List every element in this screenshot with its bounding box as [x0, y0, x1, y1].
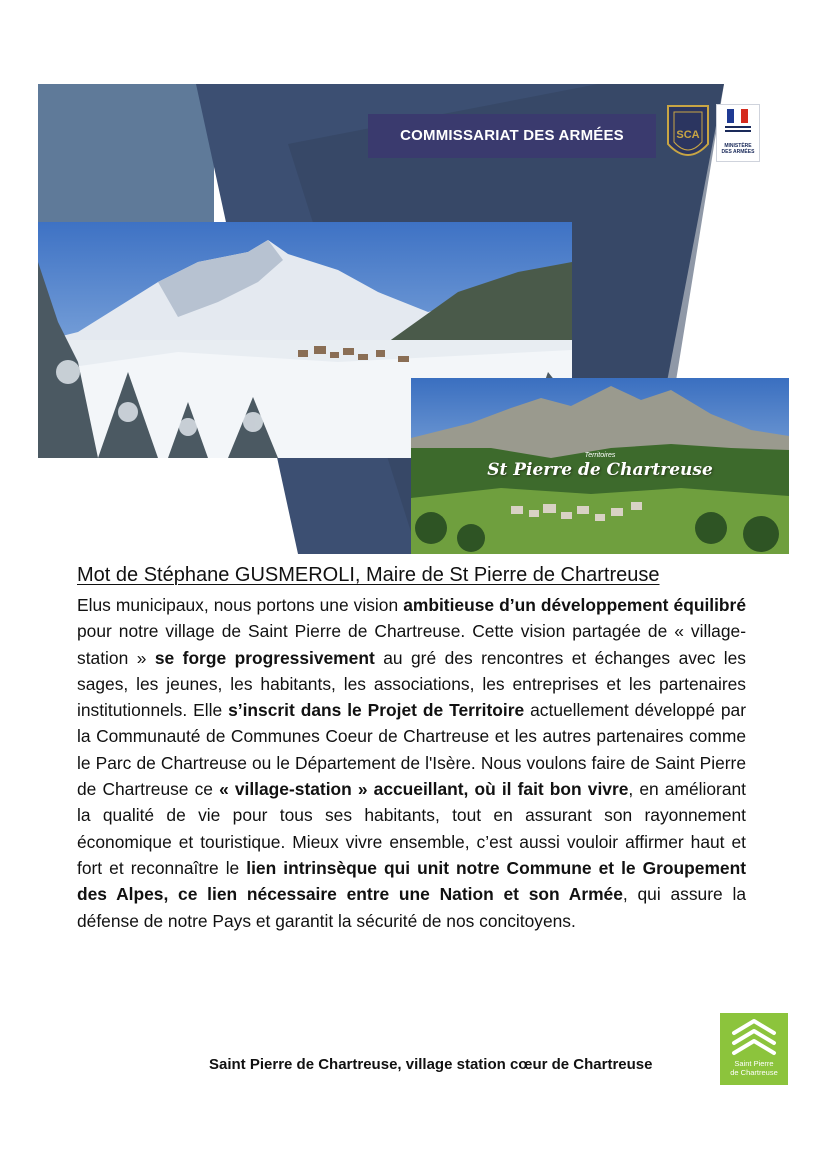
ministry-logo-line1: MINISTÈRE: [724, 143, 752, 149]
banner-shape-light: [38, 84, 214, 222]
summer-caption: St Pierre de Chartreuse: [487, 460, 713, 480]
body-text-5: , en améliorant la qualité de vie pour tous ses habitants, tout en assurant son rayonnement économique et touristique. Mieux vivre ensemble, c’est aussi vouloir affirmer haut et fort et reconnaître le: [77, 779, 746, 878]
body-bold-2: se forge progressivement: [154, 647, 375, 668]
summer-village-photo: [411, 378, 789, 554]
logo-line-2: de Chartreuse: [730, 1067, 778, 1077]
flag-icon: [717, 105, 759, 135]
body-text-4: actuellement développé par la Communauté de Communes Coeur de Chartreuse et les autres partenaires comme le Parc de Chartreuse ou le Département de l'Isère. Nous voulons faire de Saint Pierre de Chartreuse ce: [77, 700, 746, 800]
body-bold-4: « village-station » accueillant, où il fait bon vivre: [219, 779, 629, 800]
article-body: [77, 592, 746, 934]
body-bold-1: ambitieuse d’un développement équilibré: [403, 595, 746, 615]
header-title: COMMISSARIAT DES ARMÉES: [400, 127, 624, 144]
sca-logo-text: SCA: [676, 129, 700, 141]
body-bold-3: s’inscrit dans le Projet de Territoire: [228, 700, 525, 721]
body-text-2: pour notre village de Saint Pierre de Chartreuse. Cette vision partagée de « village-station »: [77, 621, 746, 668]
logo-line-1: Saint Pierre: [734, 1059, 774, 1068]
ministry-logo-line2: DES ARMÉES: [721, 149, 755, 155]
saint-pierre-logo: [720, 1013, 788, 1085]
ministry-logo: [716, 104, 760, 162]
body-bold-5: lien intrinsèque qui unit notre Commune et le Groupement des Alpes, ce lien nécessaire entre une Nation et son Armée: [77, 857, 746, 905]
summer-caption-small: Territoires: [584, 452, 616, 459]
sca-logo: [666, 104, 710, 166]
chartreuse-mountain-icon: [720, 1013, 788, 1059]
body-text-6: , qui assure la défense de notre Pays et garantit la sécurité de nos concitoyens.: [77, 884, 746, 931]
footer-tagline: Saint Pierre de Chartreuse, village station cœur de Chartreuse: [209, 1056, 653, 1073]
article-heading: Mot de Stéphane GUSMEROLI, Maire de St Pierre de Chartreuse: [77, 564, 660, 586]
body-text-1: Elus municipaux, nous portons une vision: [77, 595, 404, 615]
body-text-3: au gré des rencontres et échanges avec les sages, les jeunes, les habitants, les associations, les entreprises et les partenaires institutionnels. Elle: [77, 647, 746, 721]
